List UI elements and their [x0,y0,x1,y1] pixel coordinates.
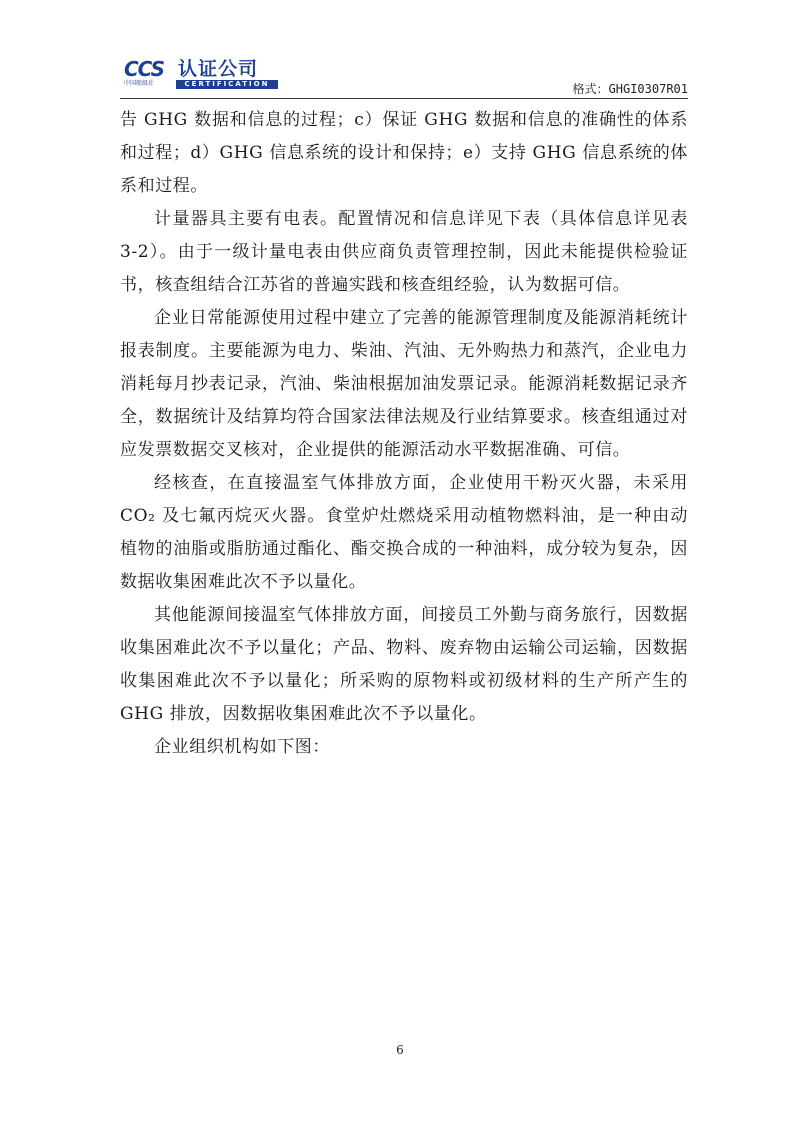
paragraph-direct-emissions: 经核查，在直接温室气体排放方面，企业使用干粉灭火器，未采用 CO₂ 及七氟丙烷灭火器。食堂炉灶燃烧采用动植物燃料油，是一种由动植物的油脂或脂肪通过酯化、酯交换合成的一种油料，成分较为复杂，因数据收集困难此次不予以量化。 [120,473,688,592]
logo-text: CCS [124,57,165,81]
paragraph-energy-management: 企业日常能源使用过程中建立了完善的能源管理制度及能源消耗统计报表制度。主要能源为电力、柴油、汽油、无外购热力和蒸汽，企业电力消耗每月抄表记录，汽油、柴油根据加油发票记录。能源消耗数据记录齐全，数据统计及结算均符合国家法律法规及行业结算要求。核查组通过对应发票数据交叉核对，企业提供的能源活动水平数据准确、可信。 [120,308,688,460]
header-divider [120,98,688,99]
paragraph-metering: 计量器具主要有电表。配置情况和信息详见下表（具体信息详见表 3-2）。由于一级计量电表由供应商负责管理控制，因此未能提供检验证书，核查组结合江苏省的普遍实践和核查组经验，认为数据可信。 [120,209,688,295]
paragraph-continued: 告 GHG 数据和信息的过程；c）保证 GHG 数据和信息的准确性的体系和过程；d）GHG 信息系统的设计和保持；e）支持 GHG 信息系统的体系和过程。 [120,110,688,196]
document-body [120,104,688,764]
paragraph-org-structure: 企业组织机构如下图： [154,737,330,757]
page-number: 6 [396,1043,404,1057]
paragraph-indirect-emissions: 其他能源间接温室气体排放方面，间接员工外勤与商务旅行，因数据收集困难此次不予以量化；产品、物料、废弃物由运输公司运输，因数据收集困难此次不予以量化；所采购的原物料或初级材料的生产所产生的 GHG 排放，因数据收集困难此次不予以量化。 [120,605,688,724]
logo-certification-bar: CERTIFICATION [176,80,278,89]
ccs-logo [120,58,280,94]
logo-cn-text: 认证公司 [178,58,259,80]
format-code: 格式：GHGI0307R01 [572,82,688,96]
logo-subtext: 中国船级社 [124,80,155,87]
page-header [120,58,688,98]
